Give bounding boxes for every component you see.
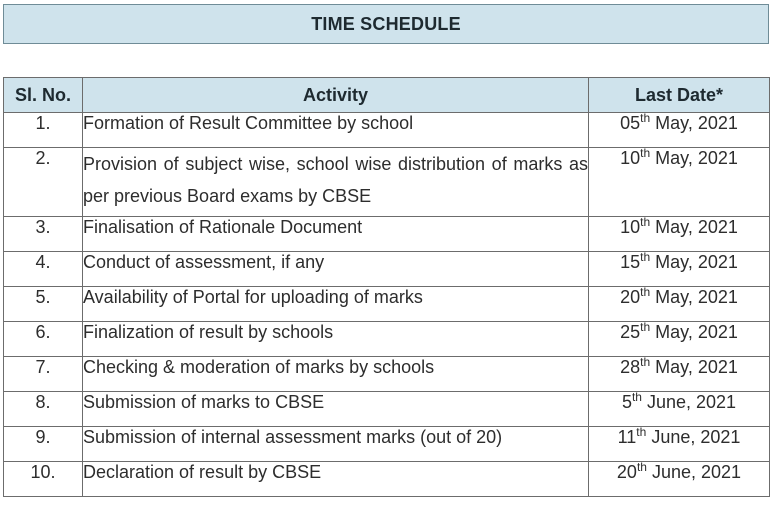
table-row [4, 427, 770, 462]
date-suffix: th [640, 111, 651, 125]
row-activity: Finalization of result by schools [83, 322, 589, 357]
date-day: 25 [620, 322, 641, 342]
row-number: 10. [4, 462, 83, 497]
table-row [4, 148, 770, 217]
row-activity: Formation of Result Committee by school [83, 113, 589, 148]
row-last-date [589, 148, 770, 217]
row-activity: Finalisation of Rationale Document [83, 217, 589, 252]
schedule-title: TIME SCHEDULE [311, 13, 461, 34]
row-last-date [589, 287, 770, 322]
schedule-title-banner [3, 4, 769, 44]
date-day: 10 [620, 217, 641, 237]
header-last-date: Last Date* [589, 78, 770, 113]
row-activity: Provision of subject wise, school wise distribution of marks as per previous Board exams by CBSE [83, 148, 589, 217]
date-day: 05 [620, 113, 641, 133]
date-rest: May, 2021 [655, 148, 738, 168]
date-rest: May, 2021 [655, 252, 738, 272]
header-sl-no: Sl. No. [4, 78, 83, 113]
date-suffix: th [640, 215, 651, 229]
date-rest: June, 2021 [651, 462, 742, 482]
row-last-date [589, 462, 770, 497]
date-suffix: th [640, 320, 651, 334]
row-number: 2. [4, 148, 83, 217]
row-number: 7. [4, 357, 83, 392]
date-suffix: th [640, 250, 651, 264]
date-rest: May, 2021 [655, 113, 738, 133]
row-number: 9. [4, 427, 83, 462]
date-suffix: th [636, 460, 647, 474]
date-rest: May, 2021 [655, 217, 738, 237]
table-row [4, 462, 770, 497]
table-row [4, 322, 770, 357]
row-number: 1. [4, 113, 83, 148]
date-rest: June, 2021 [646, 392, 737, 412]
row-number: 8. [4, 392, 83, 427]
date-day: 5 [621, 392, 632, 412]
row-number: 5. [4, 287, 83, 322]
row-last-date [589, 322, 770, 357]
date-suffix: th [636, 425, 647, 439]
date-day: 11 [617, 427, 637, 447]
row-last-date [589, 427, 770, 462]
row-last-date [589, 217, 770, 252]
date-day: 20 [616, 462, 637, 482]
row-number: 3. [4, 217, 83, 252]
row-activity: Availability of Portal for uploading of marks [83, 287, 589, 322]
table-row [4, 252, 770, 287]
date-rest: May, 2021 [655, 357, 738, 377]
row-activity: Submission of internal assessment marks (out of 20) [83, 427, 589, 462]
row-last-date [589, 357, 770, 392]
date-rest: June, 2021 [651, 427, 741, 447]
row-last-date [589, 113, 770, 148]
date-rest: May, 2021 [655, 287, 738, 307]
date-suffix: th [640, 146, 651, 160]
header-activity: Activity [83, 78, 589, 113]
date-suffix: th [640, 285, 651, 299]
row-last-date [589, 392, 770, 427]
table-row [4, 217, 770, 252]
table-header-row [4, 78, 770, 113]
row-activity: Checking & moderation of marks by schools [83, 357, 589, 392]
row-activity: Declaration of result by CBSE [83, 462, 589, 497]
table-row [4, 113, 770, 148]
row-number: 6. [4, 322, 83, 357]
table-row [4, 357, 770, 392]
date-day: 20 [620, 287, 641, 307]
table-row [4, 392, 770, 427]
time-schedule-table [3, 77, 770, 497]
date-rest: May, 2021 [655, 322, 738, 342]
date-day: 15 [620, 252, 641, 272]
row-activity: Submission of marks to CBSE [83, 392, 589, 427]
row-activity: Conduct of assessment, if any [83, 252, 589, 287]
date-suffix: th [640, 355, 651, 369]
date-suffix: th [631, 390, 642, 404]
date-day: 28 [620, 357, 641, 377]
date-day: 10 [620, 148, 641, 168]
row-last-date [589, 252, 770, 287]
row-number: 4. [4, 252, 83, 287]
table-row [4, 287, 770, 322]
